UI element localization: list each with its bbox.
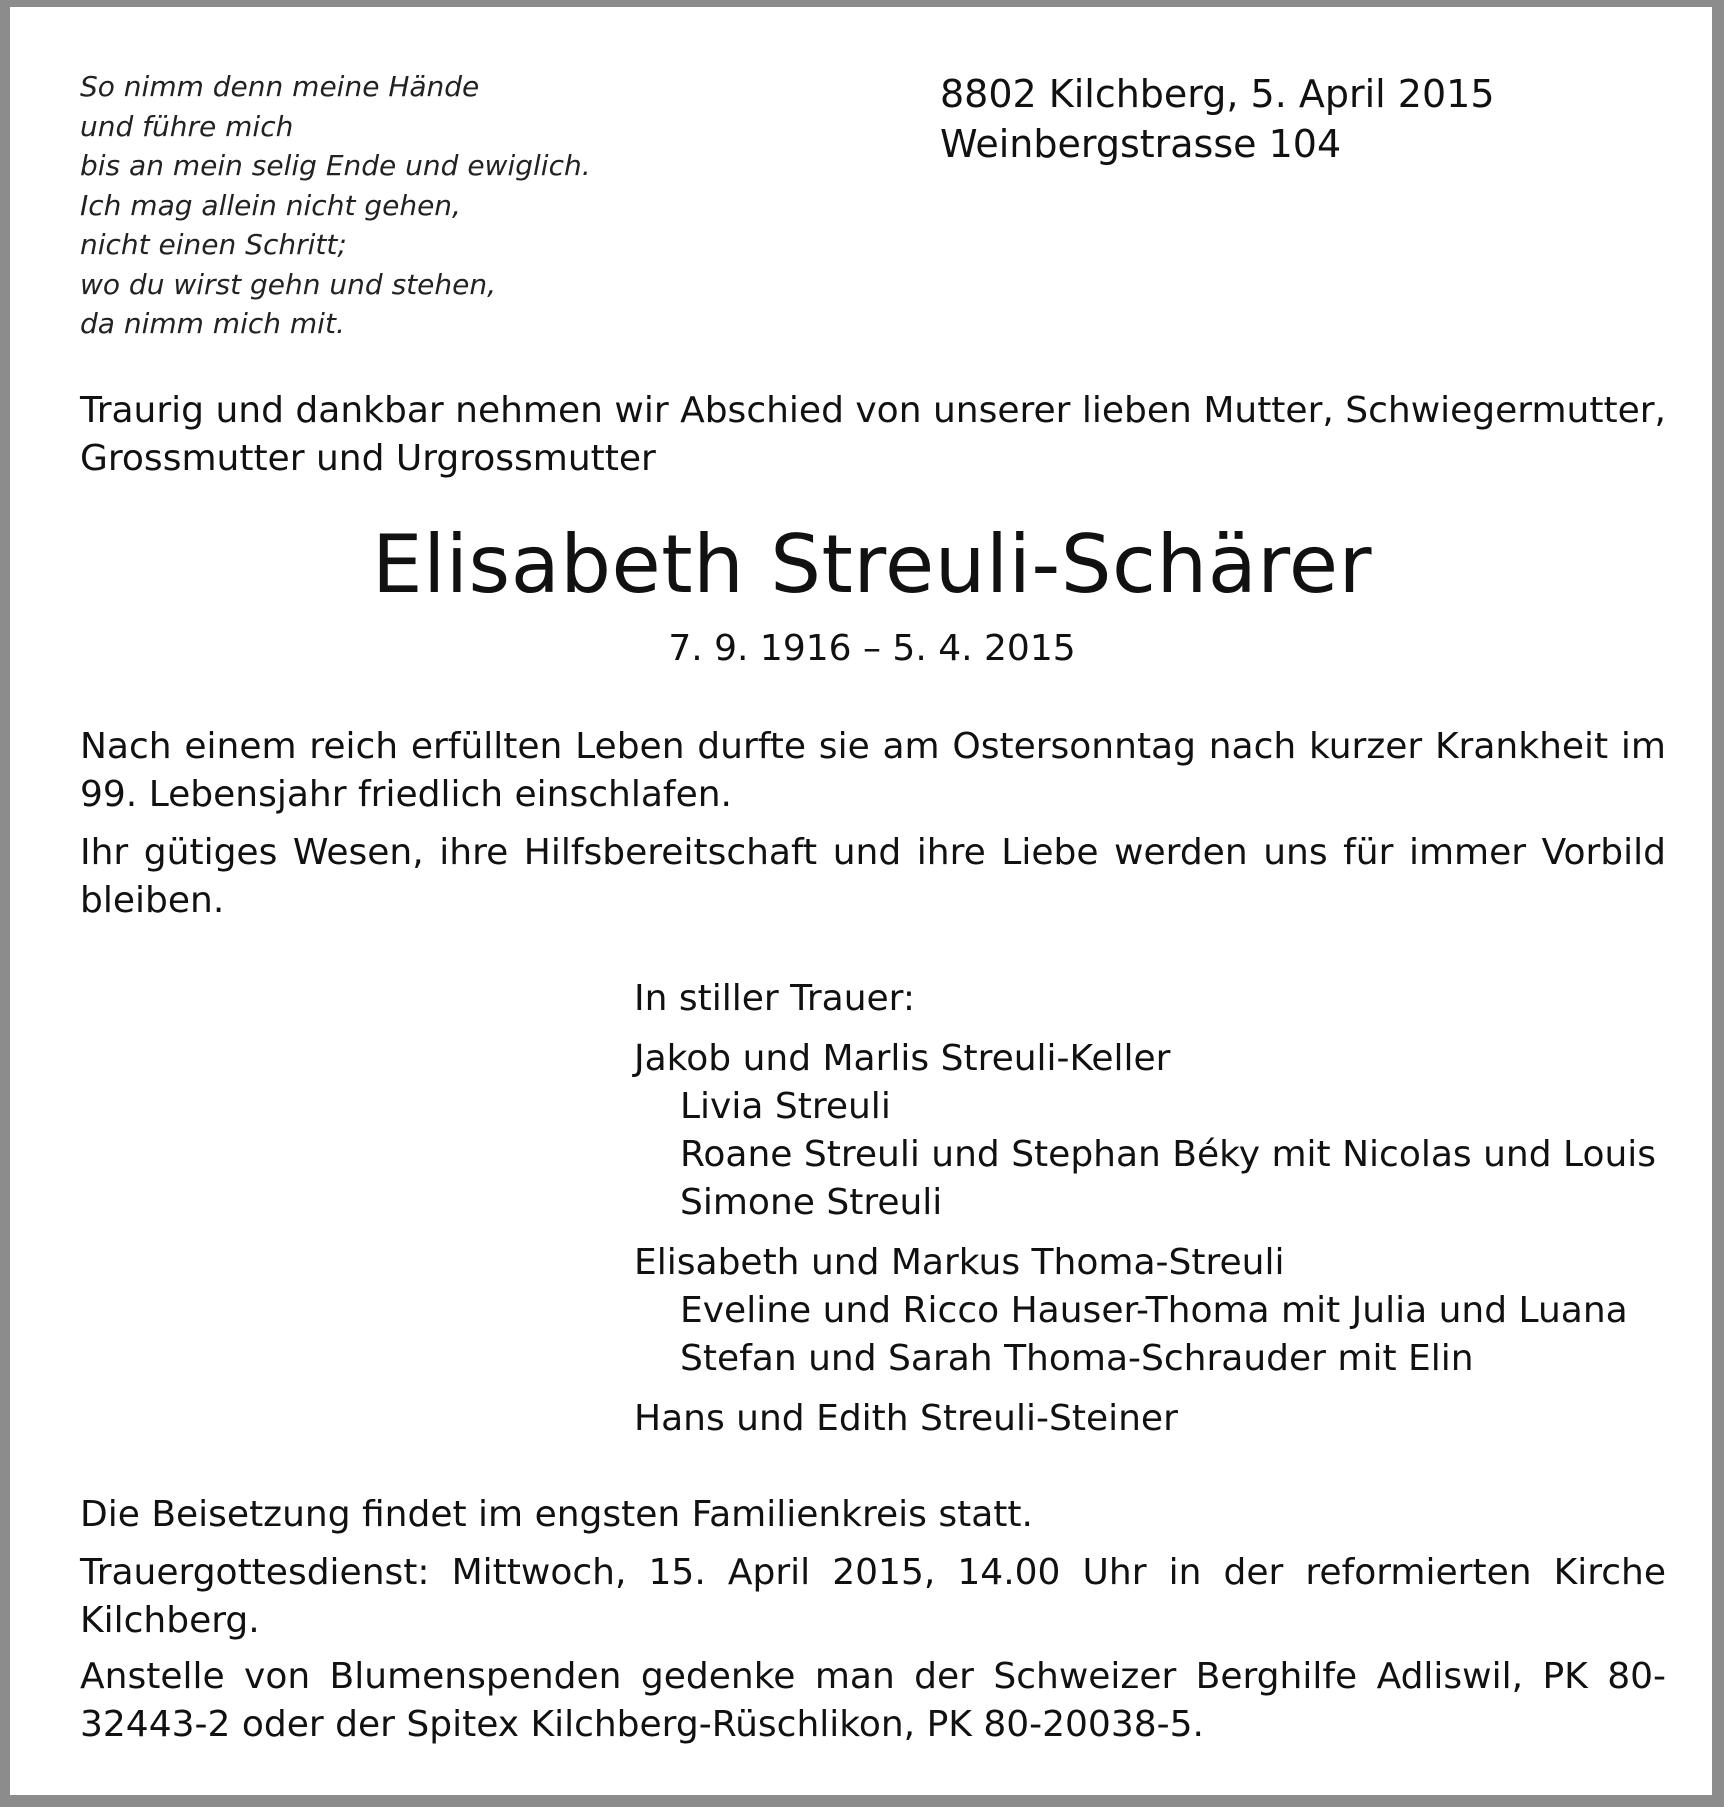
poem-line: wo du wirst gehn und stehen, [80,267,496,301]
family-member: Eveline und Ricco Hauser-Thoma mit Julia und Luana [680,1290,1628,1331]
mourners-heading: In stiller Trauer: [634,978,915,1019]
street-address: Weinbergstrasse 104 [940,122,1342,166]
family-member: Roane Streuli und Stephan Béky mit Nicolas und Louis [680,1134,1657,1175]
family-head: Jakob und Marlis Streuli-Keller [634,1038,1171,1079]
memory-paragraph: Ihr gütiges Wesen, ihre Hilfsbereitschaft und ihre Liebe werden uns für immer Vorbild bleiben. [80,832,1666,921]
family-member: Simone Streuli [680,1182,943,1223]
poem-line: da nimm mich mit. [80,307,345,340]
place-and-address [940,69,1495,169]
poem-line: So nimm denn meine Hände [80,70,480,103]
mourners-list [634,975,1656,1443]
place-date: 8802 Kilchberg, 5. April 2015 [940,72,1495,116]
life-paragraph: Nach einem reich erfüllten Leben durfte sie am Ostersonntag nach kurzer Krankheit im 99. Lebensjahr friedlich einschlafen. [80,726,1666,815]
poem-line: nicht einen Schritt; [80,228,347,261]
family-head: Hans und Edith Streuli-Steiner [634,1398,1178,1439]
deceased-name: Elisabeth Streuli-Schärer [372,518,1372,611]
poem-line: bis an mein selig Ende und ewiglich. [80,149,591,182]
poem-line: und führe mich [80,109,294,143]
family-member: Livia Streuli [680,1086,891,1127]
poem-verse [80,67,591,344]
family-head: Elisabeth und Markus Thoma-Streuli [634,1242,1285,1283]
service-notice: Trauergottesdienst: Mittwoch, 15. April 2015, 14.00 Uhr in der reformierten Kirche Kilchberg. [80,1552,1666,1641]
intro-line: Grossmutter und Urgrossmutter [80,438,656,479]
intro-line: Traurig und dankbar nehmen wir Abschied von unserer lieben Mutter, Schwiegermutter, [80,390,1666,431]
family-member: Stefan und Sarah Thoma-Schrauder mit Elin [680,1338,1474,1379]
burial-notice: Die Beisetzung findet im engsten Familienkreis statt. [80,1494,1033,1535]
poem-line: Ich mag allein nicht gehen, [80,188,461,222]
donation-notice: Anstelle von Blumenspenden gedenke man der Schweizer Berghilfe Adliswil, PK 80-32443-2 oder der Spitex Kilchberg-Rüschlikon, PK 80-20038-5. [80,1656,1666,1745]
intro-text [80,387,1666,483]
life-dates: 7. 9. 1916 – 5. 4. 2015 [668,628,1076,669]
